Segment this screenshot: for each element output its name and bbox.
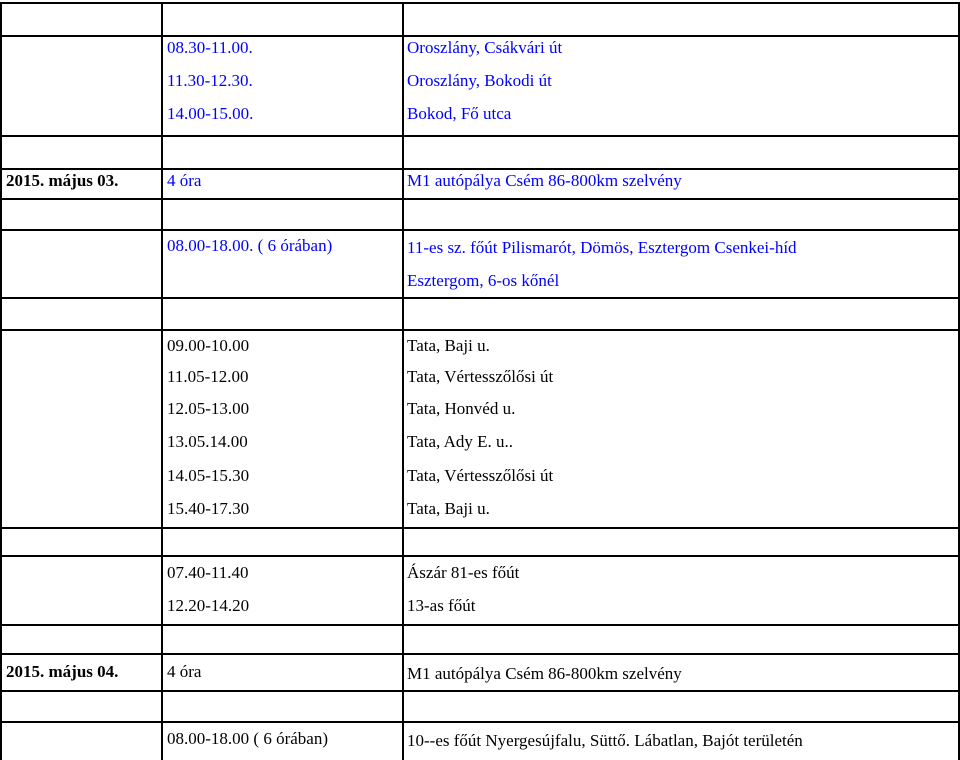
location-cell: 13-as főút	[407, 596, 476, 615]
location-cell: Tata, Ady E. u..	[407, 432, 513, 451]
time-cell: 14.00-15.00.	[167, 104, 254, 123]
top-border	[0, 2, 960, 4]
location-cell: 11-es sz. főút Pilismarót, Dömös, Esztergom Csenkei-híd	[407, 238, 797, 257]
row-divider	[0, 229, 960, 231]
date-cell: 2015. május 04.	[6, 662, 119, 681]
location-cell: Esztergom, 6-os kőnél	[407, 271, 560, 290]
location-cell: Ászár 81-es főút	[407, 563, 520, 582]
time-cell: 08.00-18.00 ( 6 órában)	[167, 729, 328, 748]
row-divider	[0, 329, 960, 331]
time-cell: 07.40-11.40	[167, 563, 249, 582]
location-cell: Tata, Vértesszőlősi út	[407, 367, 554, 386]
time-cell: 4 óra	[167, 662, 202, 681]
row-divider	[0, 653, 960, 655]
row-divider	[0, 35, 960, 37]
location-cell: Oroszlány, Csákvári út	[407, 38, 563, 57]
row-divider	[0, 527, 960, 529]
time-cell: 12.20-14.20	[167, 596, 250, 615]
row-divider	[0, 555, 960, 557]
time-cell: 11.30-12.30.	[167, 71, 253, 90]
time-column-divider	[402, 2, 404, 760]
location-cell: M1 autópálya Csém 86-800km szelvény	[407, 171, 682, 190]
left-border	[0, 2, 2, 760]
location-cell: 10--es főút Nyergesújfalu, Süttő. Lábatlan, Bajót területén	[407, 731, 803, 750]
row-divider	[0, 297, 960, 299]
row-divider	[0, 168, 960, 170]
row-divider	[0, 690, 960, 692]
location-cell: Tata, Vértesszőlősi út	[407, 466, 554, 485]
date-column-divider	[161, 2, 163, 760]
time-cell: 15.40-17.30	[167, 499, 250, 518]
row-divider	[0, 721, 960, 723]
location-cell: M1 autópálya Csém 86-800km szelvény	[407, 664, 682, 683]
location-cell: Tata, Honvéd u.	[407, 399, 516, 418]
time-cell: 14.05-15.30	[167, 466, 250, 485]
time-cell: 13.05.14.00	[167, 432, 248, 451]
location-cell: Tata, Baji u.	[407, 499, 490, 518]
time-cell: 08.30-11.00.	[167, 38, 253, 57]
date-cell: 2015. május 03.	[6, 171, 119, 190]
location-cell: Oroszlány, Bokodi út	[407, 71, 552, 90]
row-divider	[0, 198, 960, 200]
time-cell: 4 óra	[167, 171, 202, 190]
time-cell: 12.05-13.00	[167, 399, 250, 418]
time-cell: 08.00-18.00. ( 6 órában)	[167, 236, 333, 255]
row-divider	[0, 624, 960, 626]
time-cell: 09.00-10.00	[167, 336, 250, 355]
location-cell: Tata, Baji u.	[407, 336, 490, 355]
row-divider	[0, 135, 960, 137]
time-cell: 11.05-12.00	[167, 367, 249, 386]
location-cell: Bokod, Fő utca	[407, 104, 512, 123]
